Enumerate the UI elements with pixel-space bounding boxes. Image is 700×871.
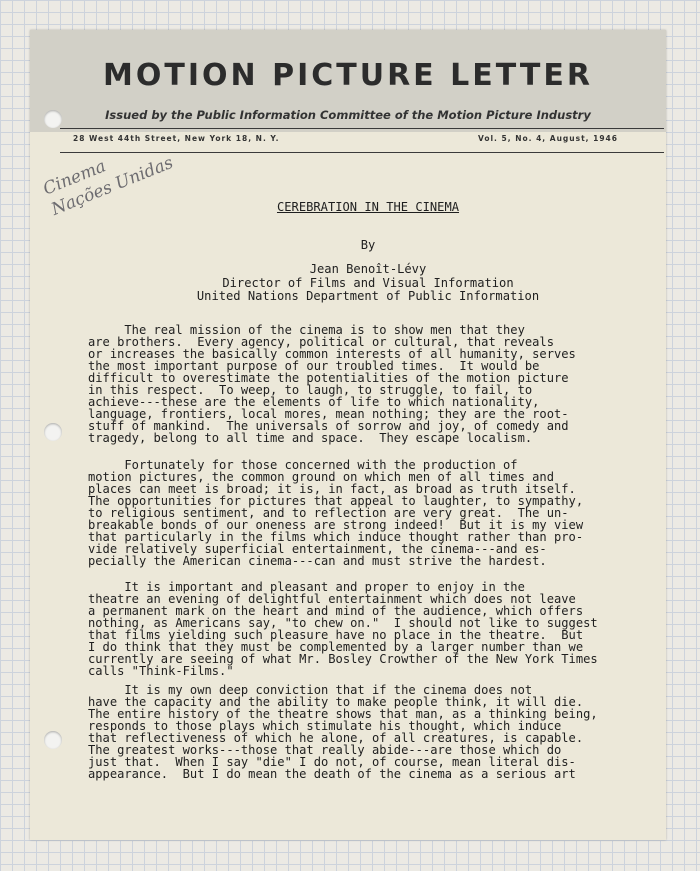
masthead-rule-top [60,128,664,129]
text-line: that reflectiveness of which he alone, of all creatures, is capable. [88,731,584,745]
text-line: in this respect. To weep, to laugh, to struggle, to fail, to [88,383,533,397]
text-line: or increases the basically common interests of all humanity, serves [88,347,576,361]
text-line: appearance. But I do mean the death of the cinema as a serious art [88,767,576,781]
text-line: tragedy, belong to all time and space. They escape localism. [88,431,533,445]
text-line: The opportunities for pictures that appeal to laughter, to sympathy, [88,494,584,508]
author-block [88,263,648,304]
masthead-title: MOTION PICTURE LETTER [103,58,593,93]
punch-hole-middle [44,423,62,441]
text-line: that particularly in the films which induce thought rather than pro- [88,530,584,544]
text-line: The greatest works---those that really abide---are those which do [88,743,562,757]
text-line: It is important and pleasant and proper to enjoy in the [88,580,525,594]
text-line: places can meet is broad; it is, in fact, as broad as truth itself. [88,482,576,496]
document-page [30,30,666,840]
text-line: motion pictures, the common ground on which men of all times and [88,470,554,484]
punch-hole-bottom [44,731,62,749]
text-line: The entire history of the theatre shows that man, as a thinking being, [88,707,598,721]
text-line: I do think that they must be complemented by a larger number than we [88,640,584,654]
text-line: stuff of mankind. The universals of sorrow and joy, of comedy and [88,419,569,433]
text-line: just that. When I say "die" I do not, of course, mean literal dis- [88,755,576,769]
text-line: are brothers. Every agency, political or cultural, that reveals [88,335,554,349]
publisher-address: 28 West 44th Street, New York 18, N. Y. [73,134,280,143]
text-line: The real mission of the cinema is to show men that they [88,323,525,337]
author-name: Jean Benoît-Lévy [309,262,427,276]
handwritten-annotation: Cinema Nações Unidas [40,152,177,220]
text-line: vide relatively superficial entertainment, the cinema---and es- [88,542,547,556]
text-line: theatre an evening of delightful entertainment which does not leave [88,592,576,606]
text-line: calls "Think-Films." [88,664,234,678]
text-line: pecially the American cinema---can and must strive the hardest. [88,554,547,568]
text-line: It is my own deep conviction that if the cinema does not [88,683,533,697]
text-line: the most important purpose of our troubled times. It would be [88,359,540,373]
article-title: CEREBRATION IN THE CINEMA [276,200,460,214]
paragraph-4 [88,684,648,780]
author-department: United Nations Department of Public Information [196,289,540,303]
text-line: Fortunately for those concerned with the production of [88,458,518,472]
punch-hole-top [44,110,62,128]
text-line: breakable bonds of our oneness are strong indeed! But it is my view [88,518,584,532]
text-line: language, frontiers, local mores, mean nothing; they are the root- [88,407,569,421]
byline: By [360,238,376,252]
text-line: achieve---these are the elements of life to which nationality, [88,395,540,409]
paragraph-2 [88,459,648,567]
text-line: a permanent mark on the heart and mind of the audience, which offers [88,604,584,618]
author-title: Director of Films and Visual Information [222,275,514,290]
paragraph-1 [88,324,648,444]
text-line: have the capacity and the ability to make people think, it will die. [88,695,584,709]
text-line: currently are seeing of what Mr. Bosley Crowther of the New York Times [88,652,598,666]
masthead [30,30,666,132]
text-line: that films yielding such pleasure have no place in the theatre. But [88,628,584,642]
masthead-subtitle: Issued by the Public Information Committee of the Motion Picture Industry [105,108,591,122]
text-line: nothing, as Americans say, "to chew on." I should not like to suggest [88,616,598,630]
text-line: difficult to overestimate the potentialities of the motion picture [88,371,569,385]
paragraph-3 [88,581,648,677]
text-line: responds to those plays which stimulate his thought, which induce [88,719,562,733]
text-line: to religious sentiment, and to reflection are very great. The un- [88,506,569,520]
issue-volume: Vol. 5, No. 4, August, 1946 [477,134,618,143]
